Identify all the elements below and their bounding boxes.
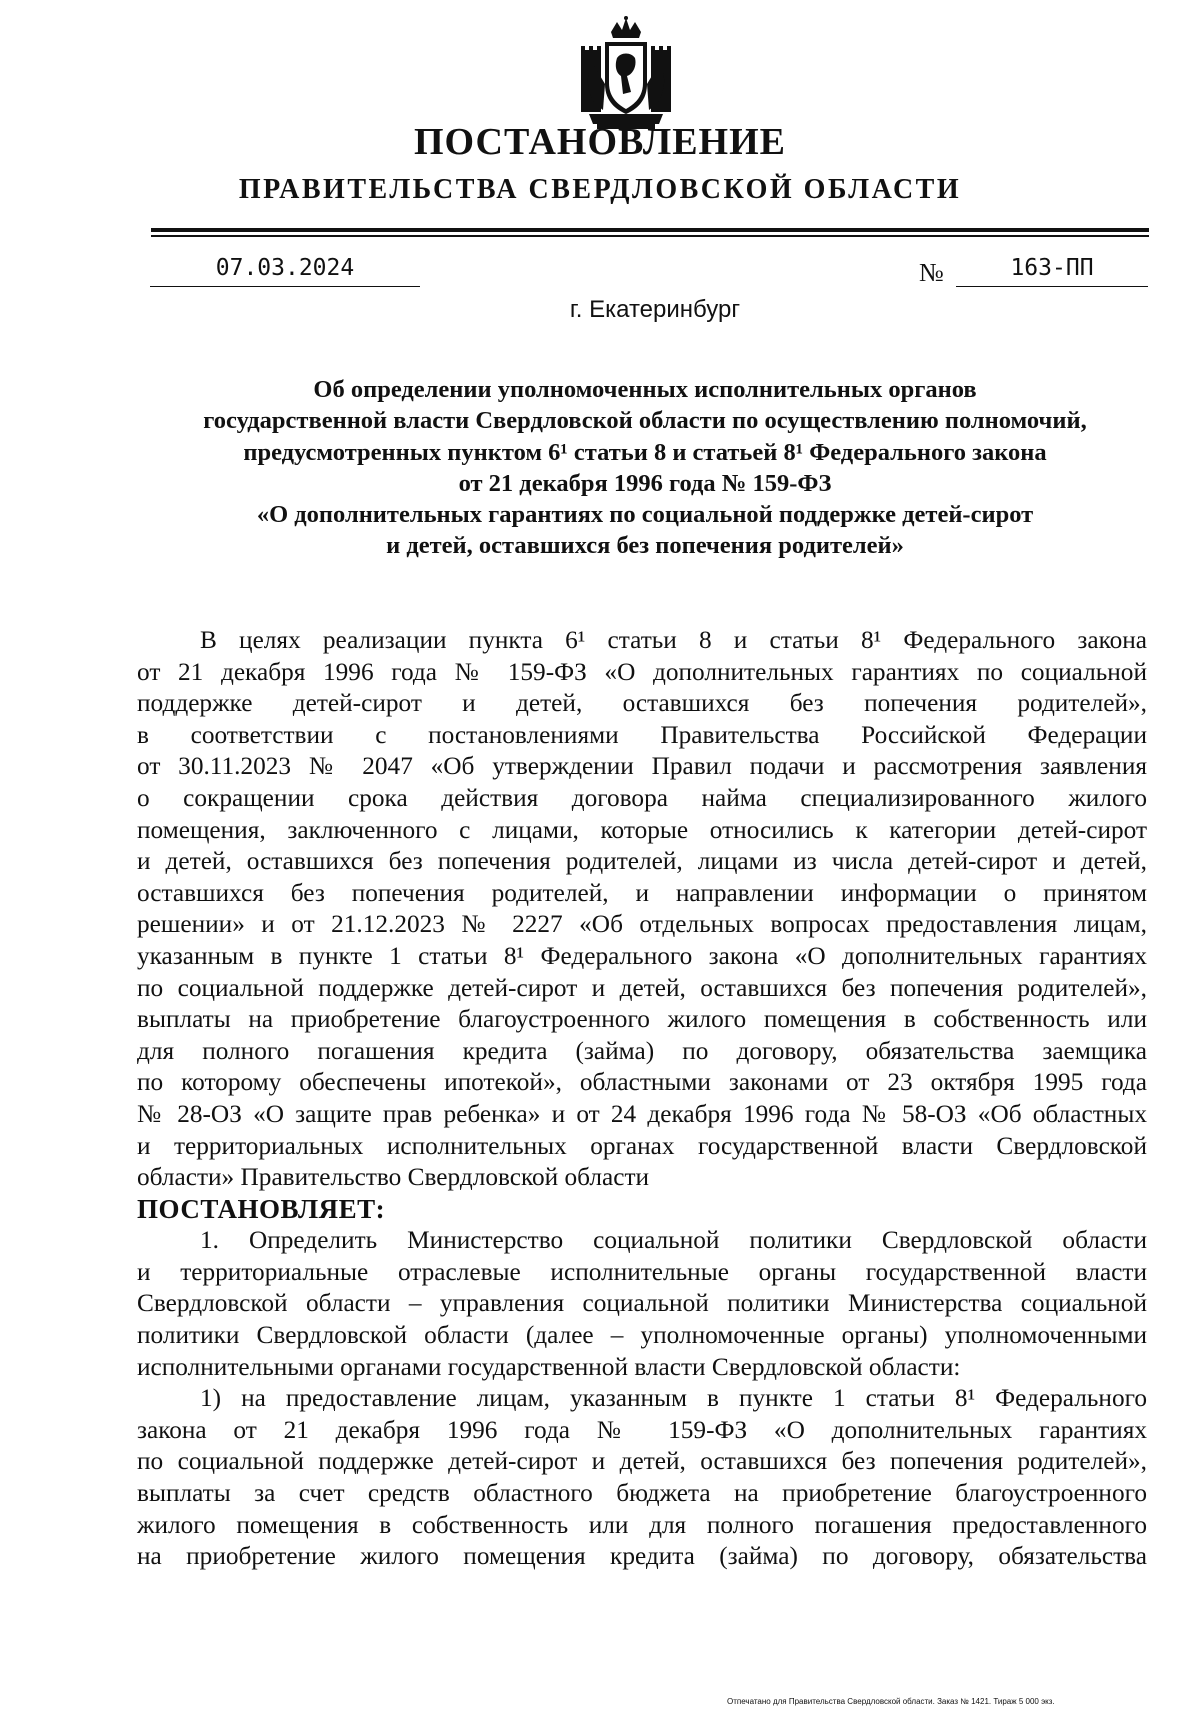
document-type-title: ПОСТАНОВЛЕНИЕ <box>413 121 787 163</box>
document-number: 163-ПП <box>956 253 1148 287</box>
item-1-line: политики Свердловской области (далее – уполномоченные органы) уполномоченными <box>137 1321 1147 1350</box>
decree-word: ПОСТАНОВЛЯЕТ: <box>137 1193 386 1224</box>
header-rule-thin <box>151 235 1149 237</box>
preamble-line: о сокращении срока действия договора найма специализированного жилого <box>137 783 1147 812</box>
subitem-1-line: на приобретение жилого помещения кредита (займа) по договору, обязательства <box>137 1542 1147 1571</box>
item-1-line: Свердловской области – управления социальной политики Министерства социальной <box>137 1289 1147 1318</box>
preamble-line: поддержке детей-сирот и детей, оставшихся без попечения родителей», <box>137 689 1147 718</box>
item-1-line: 1. Определить Министерство социальной политики Свердловской области <box>200 1226 1147 1255</box>
preamble-line: выплаты на приобретение благоустроенного жилого помещения в собственность или <box>137 1005 1147 1034</box>
subitem-1-line: 1) на предоставление лицам, указанным в пункте 1 статьи 8¹ Федерального <box>200 1384 1147 1413</box>
item-1-line: и территориальные отраслевые исполнительные органы государственной власти <box>137 1257 1147 1286</box>
preamble-line: для полного погашения кредита (займа) по договору, обязательства заемщика <box>137 1036 1147 1065</box>
document-date: 07.03.2024 <box>150 253 420 287</box>
subitem-1-line: выплаты за счет средств областного бюджета на приобретение благоустроенного <box>137 1479 1147 1508</box>
preamble-line: указанным в пункте 1 статьи 8¹ Федерального закона «О дополнительных гарантиях <box>137 941 1147 970</box>
print-imprint-note: Отпечатано для Правительства Свердловской области. Заказ № 1421. Тираж 5 000 экз. <box>727 1697 1055 1706</box>
preamble-line: от 30.11.2023 № 2047 «Об утверждении Правил подачи и рассмотрения заявления <box>137 752 1147 781</box>
number-label: № <box>919 258 944 287</box>
title-line: и детей, оставшихся без попечения родителей» <box>386 532 904 560</box>
preamble-line: по социальной поддержке детей-сирот и детей, оставшихся без попечения родителей», <box>137 973 1147 1002</box>
issue-city: г. Екатеринбург <box>569 296 741 323</box>
preamble-line: решении» и от 21.12.2023 № 2227 «Об отдельных вопросах предоставления лицам, <box>137 910 1147 939</box>
preamble-line: № 28-ОЗ «О защите прав ребенка» и от 24 декабря 1996 года № 58-ОЗ «Об областных <box>137 1099 1147 1128</box>
coat-of-arms-emblem <box>575 14 677 132</box>
preamble-line: оставшихся без попечения родителей, и направлении информации о принятом <box>137 878 1147 907</box>
header-rule-thick <box>151 228 1149 232</box>
item-1-line: исполнительными органами государственной власти Свердловской области: <box>137 1352 961 1381</box>
preamble-line: и территориальных исполнительных органах государственной власти Свердловской <box>137 1131 1147 1160</box>
title-line: от 21 декабря 1996 года № 159-ФЗ <box>458 469 832 497</box>
issuing-authority: ПРАВИТЕЛЬСТВА СВЕРДЛОВСКОЙ ОБЛАСТИ <box>238 174 962 205</box>
subitem-1-line: жилого помещения в собственность или для полного погашения предоставленного <box>137 1510 1147 1539</box>
title-line: Об определении уполномоченных исполнительных органов <box>313 376 977 403</box>
preamble-line: по которому обеспечены ипотекой», областными законами от 23 октября 1995 года <box>137 1068 1147 1097</box>
preamble-line: В целях реализации пункта 6¹ статьи 8 и статьи 8¹ Федерального закона <box>200 626 1147 654</box>
title-line: предусмотренных пунктом 6¹ статьи 8 и статьей 8¹ Федерального закона <box>243 438 1047 466</box>
decree-title <box>140 374 1150 562</box>
title-line: «О дополнительных гарантиях по социальной поддержке детей-сирот <box>256 501 1034 529</box>
decree-body <box>137 625 1147 1573</box>
preamble-line: от 21 декабря 1996 года № 159-ФЗ «О дополнительных гарантиях по социальной <box>137 657 1147 686</box>
preamble-line: в соответствии с постановлениями Правительства Российской Федерации <box>137 720 1147 749</box>
preamble-line: и детей, оставшихся без попечения родителей, лицами из числа детей-сирот и детей, <box>137 847 1147 876</box>
preamble-line: помещения, заключенного с лицами, которые относились к категории детей-сирот <box>137 815 1147 844</box>
title-line: государственной власти Свердловской области по осуществлению полномочий, <box>203 407 1087 435</box>
subitem-1-line: по социальной поддержке детей-сирот и детей, оставшихся без попечения родителей», <box>137 1447 1147 1476</box>
subitem-1-line: закона от 21 декабря 1996 года № 159-ФЗ «О дополнительных гарантиях <box>137 1415 1147 1444</box>
preamble-line: области» Правительство Свердловской области <box>137 1163 650 1192</box>
